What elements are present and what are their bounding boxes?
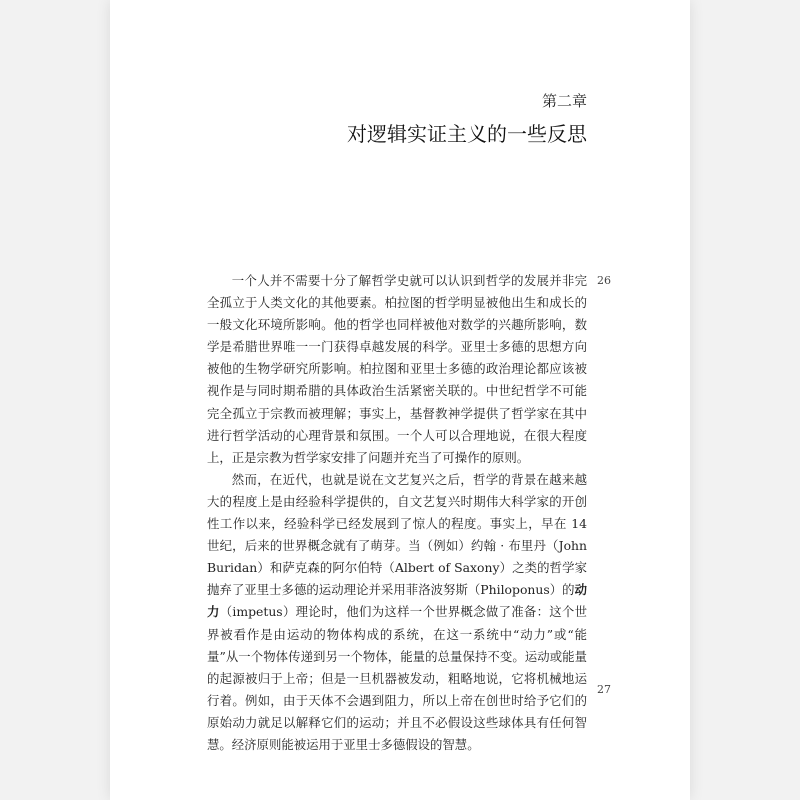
chapter-number: 第二章 bbox=[541, 92, 587, 110]
book-page bbox=[110, 0, 690, 800]
paragraph-2-part-2: （impetus）理论时，他们为这样一个世界概念做了准备：这个世界被看作是由运动的物体构成的系统，在这一系统中“动力”或“能量”从一个物体传递到另一个物体，能量的总量保持不变。运动或能量的起源被归于上帝；但是一旦机器被发动，粗略地说，它将机械地运行着。例如，由于天体不会遇到阻力，所以上帝在创世时给予它们的原始动力就足以解释它们的运动；并且不必假设这些球体具有任何智慧。经济原则能被运用于亚里士多德假设的智慧。 bbox=[207, 604, 588, 752]
paragraph-1: 一个人并不需要十分了解哲学史就可以认识到哲学的发展并非完全孤立于人类文化的其他要素。柏拉图的哲学明显被他出生和成长的一般文化环境所影响。他的哲学也同样被他对数学的兴趣所影响，数学是希腊世界唯一一门获得卓越发展的科学。亚里士多德的思想方向被他的生物学研究所影响。柏拉图和亚里士多德的政治理论都应该被视作是与同时期希腊的具体政治生活紧密关联的。中世纪哲学不可能完全孤立于宗教而被理解；事实上，基督教神学提供了哲学家在其中进行哲学活动的心理背景和氛围。一个人可以合理地说，在很大程度上，正是宗教为哲学家安排了问题并充当了可操作的原则。 bbox=[207, 273, 587, 465]
chapter-title: 对逻辑实证主义的一些反思 bbox=[347, 122, 587, 146]
margin-page-number-27: 27 bbox=[597, 683, 611, 696]
margin-page-number-26: 26 bbox=[597, 274, 611, 287]
bold-term-impetus: 动力 bbox=[207, 582, 587, 620]
body-text bbox=[207, 270, 587, 756]
paragraph-2-part-1: 然而，在近代，也就是说在文艺复兴之后，哲学的背景在越来越大的程度上是由经验科学提供的，自文艺复兴时期伟大科学家的开创性工作以来，经验科学已经发展到了惊人的程度。事实上，早在 14 世纪，后来的世界概念就有了萌芽。当（例如）约翰 · 布里丹（John Buridan）和萨克森的阿尔伯特（Albert of Saxony）之类的哲学家抛弃了亚里士多德的运动理论并采用菲洛波努斯（Philoponus）的 bbox=[207, 471, 587, 598]
paragraph-2 bbox=[207, 469, 587, 756]
